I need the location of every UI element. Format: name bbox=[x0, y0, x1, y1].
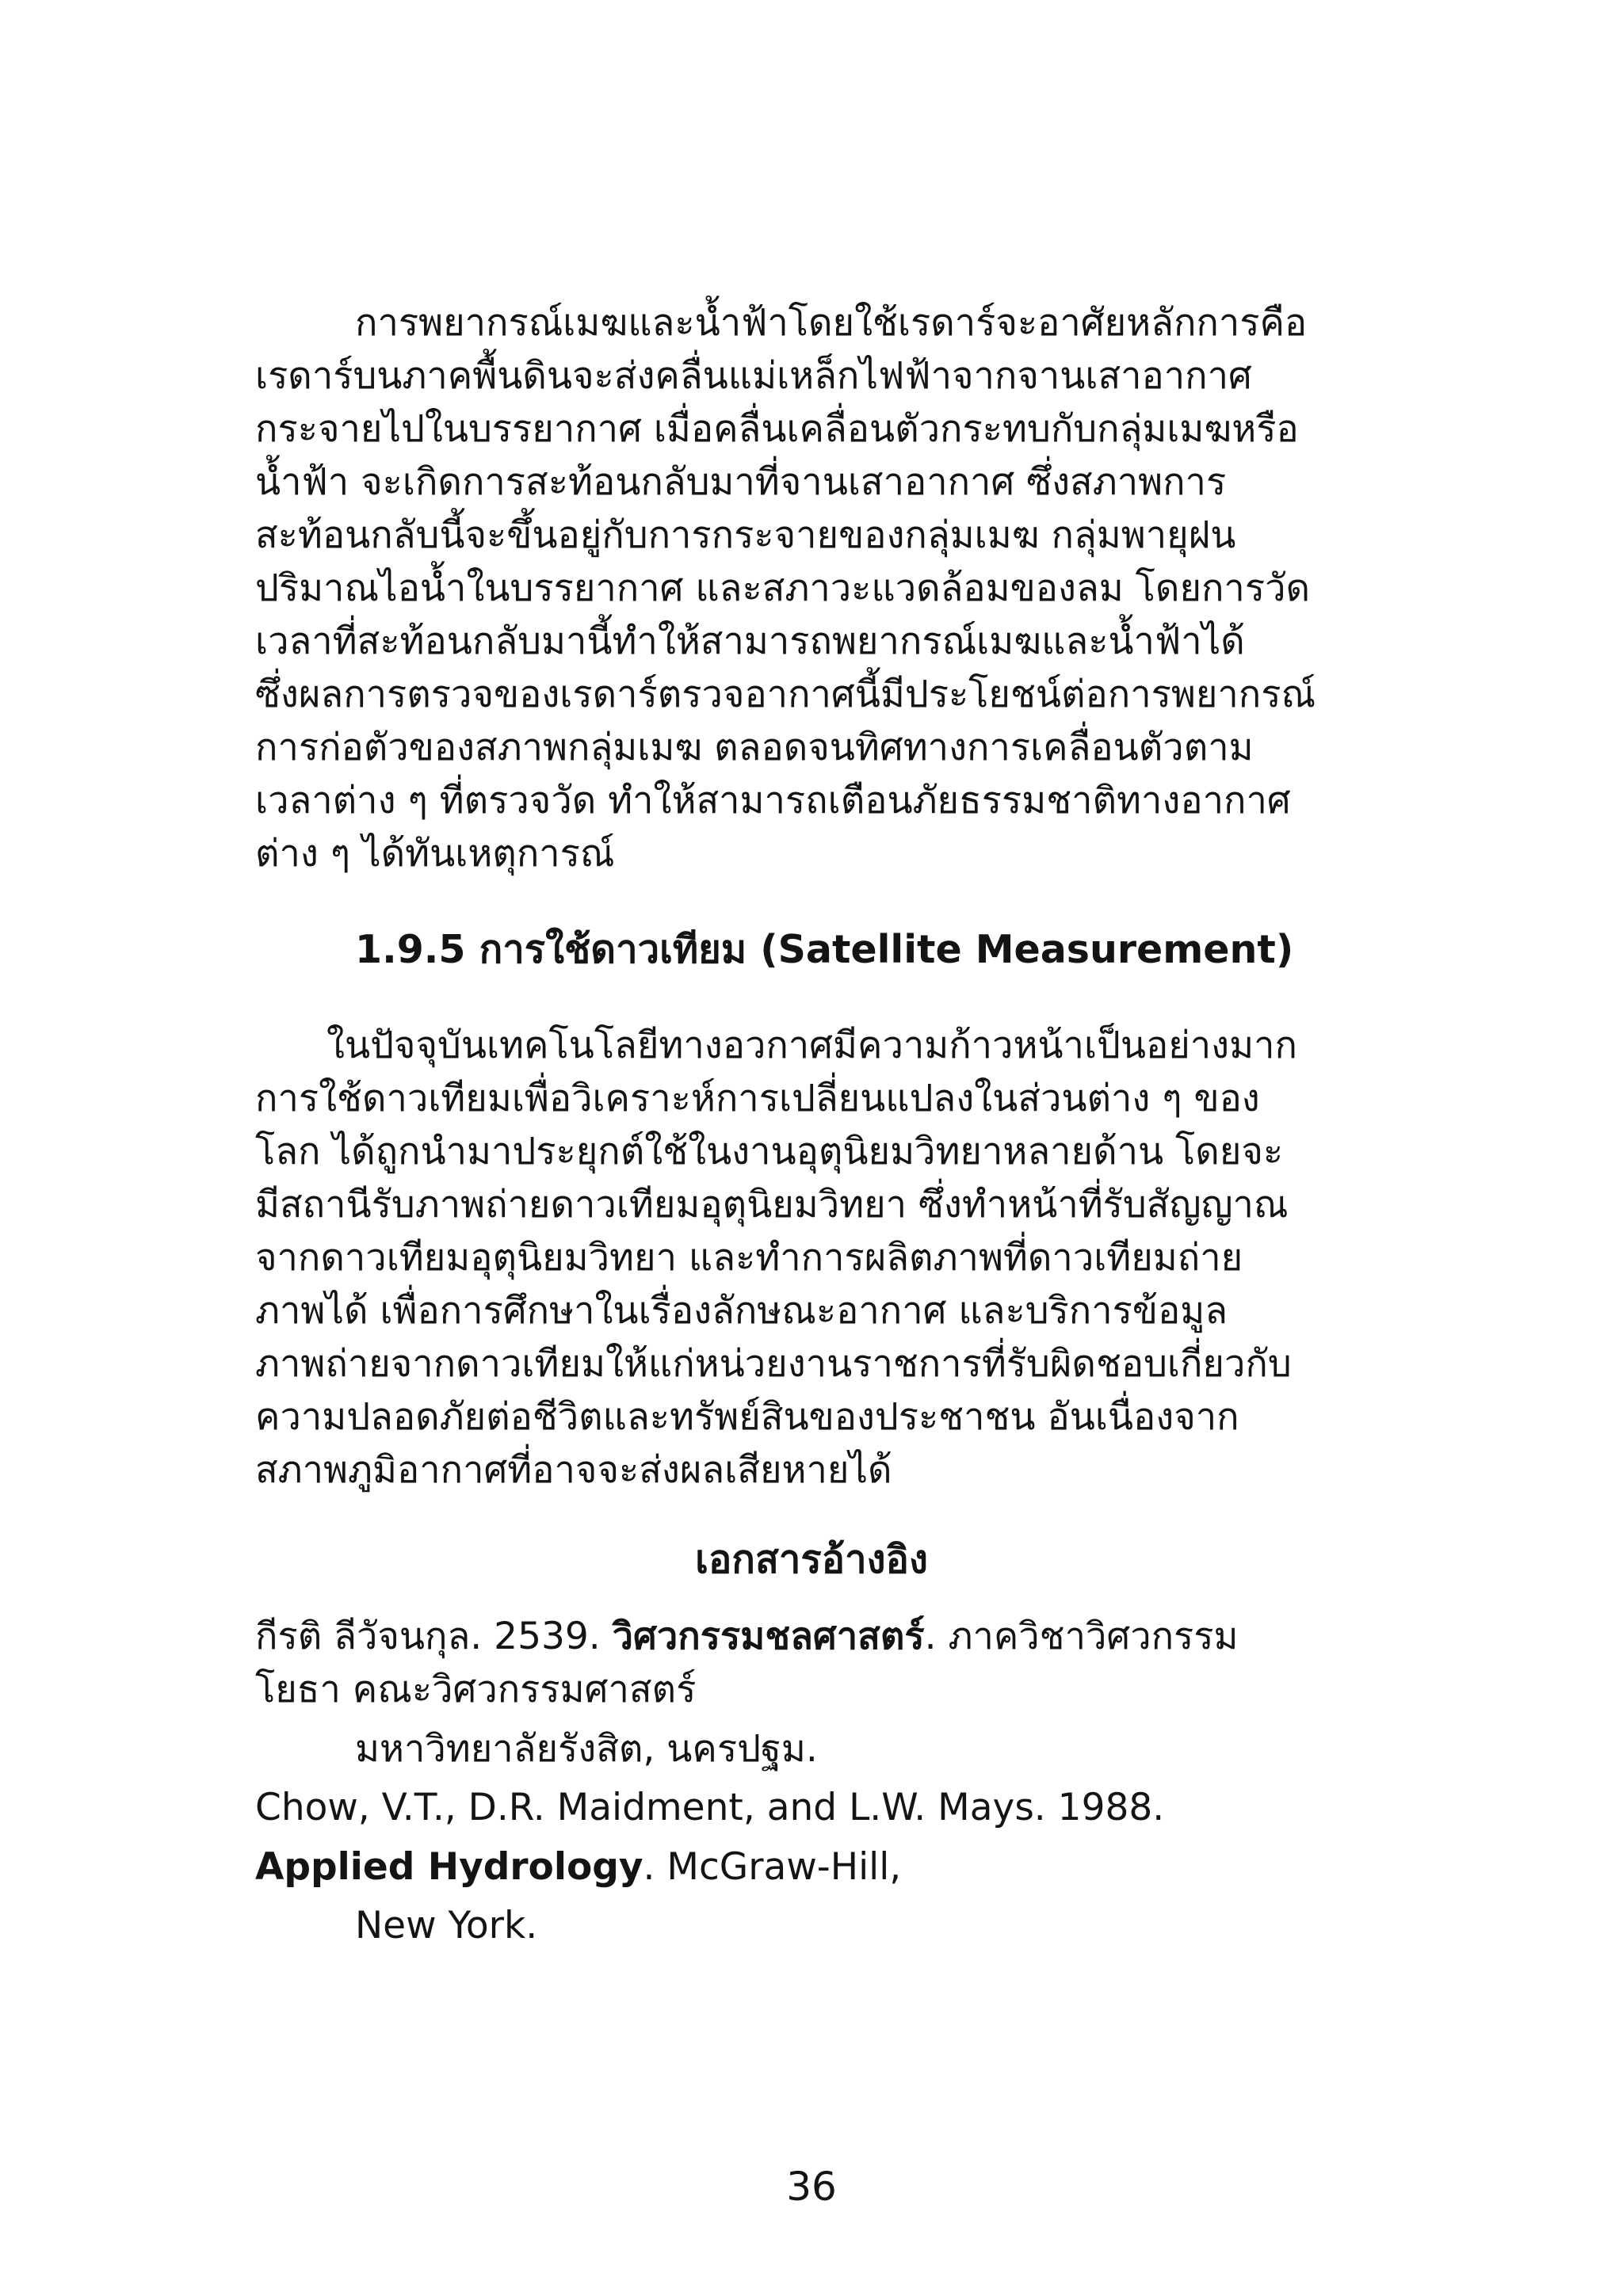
page-number: 36 bbox=[786, 2164, 837, 2210]
reference-publisher: . ภาควิชาวิศวกรรม bbox=[924, 1615, 1239, 1658]
paragraph-line: ปริมาณไอน้ำในบรรยากาศ และสภาวะแวดล้อมของลม โดยการวัด bbox=[255, 566, 1310, 610]
references-heading: เอกสารอ้างอิง bbox=[695, 1537, 928, 1582]
reference-author-year: กีรติ ลีวัจนกุล. 2539. bbox=[255, 1615, 613, 1658]
paragraph-line: ภาพได้ เพื่อการศึกษาในเรื่องลักษณะอากาศ และบริการข้อมูล bbox=[255, 1289, 1228, 1333]
paragraph-line: เรดาร์บนภาคพื้นดินจะส่งคลื่นแม่เหล็กไฟฟ้าจากจานเสาอากาศ bbox=[255, 354, 1252, 398]
paragraph-line: สะท้อนกลับนี้จะขึ้นอยู่กับการกระจายของกลุ่มเมฆ กลุ่มพายุฝน bbox=[255, 513, 1236, 557]
reference-title: วิศวกรรมชลศาสตร์ bbox=[612, 1615, 925, 1658]
reference-title: Applied Hydrology bbox=[255, 1845, 643, 1889]
reference-line: Chow, V.T., D.R. Maidment, and L.W. Mays. 1988. bbox=[255, 1786, 1165, 1829]
paragraph-line: สภาพภูมิอากาศที่อาจจะส่งผลเสียหายได้ bbox=[255, 1448, 892, 1492]
section-heading: 1.9.5 การใช้ดาวเทียม (Satellite Measurement) bbox=[355, 927, 1294, 972]
paragraph-line: จากดาวเทียมอุตุนิยมวิทยา และทำการผลิตภาพที่ดาวเทียมถ่าย bbox=[255, 1236, 1243, 1280]
paragraph-line: น้ำฟ้า จะเกิดการสะท้อนกลับมาที่จานเสาอากาศ ซึ่งสภาพการ bbox=[255, 460, 1227, 504]
paragraph-line: ต่าง ๆ ได้ทันเหตุการณ์ bbox=[255, 832, 615, 875]
paragraph-line: ซึ่งผลการตรวจของเรดาร์ตรวจอากาศนี้มีประโยชน์ต่อการพยากรณ์ bbox=[255, 673, 1316, 716]
reference-line: มหาวิทยาลัยรังสิต, นครปฐม. bbox=[355, 1727, 818, 1771]
paragraph-line: เวลาที่สะท้อนกลับมานี้ทำให้สามารถพยากรณ์เมฆและน้ำฟ้าได้ bbox=[255, 620, 1245, 663]
paragraph-line: การพยากรณ์เมฆและน้ำฟ้าโดยใช้เรดาร์จะอาศัยหลักการคือ bbox=[355, 301, 1308, 345]
paragraph-line: การใช้ดาวเทียมเพื่อวิเคราะห์การเปลี่ยนแปลงในส่วนต่าง ๆ ของ bbox=[255, 1077, 1260, 1120]
reference-publisher: . McGraw-Hill, bbox=[643, 1845, 902, 1889]
paragraph-line: มีสถานีรับภาพถ่ายดาวเทียมอุตุนิยมวิทยา ซึ่งทำหน้าที่รับสัญญาณ bbox=[255, 1183, 1289, 1226]
paragraph-line: ภาพถ่ายจากดาวเทียมให้แก่หน่วยงานราชการที่รับผิดชอบเกี่ยวกับ bbox=[255, 1342, 1292, 1386]
paragraph-line: กระจายไปในบรรยากาศ เมื่อคลื่นเคลื่อนตัวกระทบกับกลุ่มเมฆหรือ bbox=[255, 407, 1299, 451]
paragraph-line: เวลาต่าง ๆ ที่ตรวจวัด ทำให้สามารถเตือนภัยธรรมชาติทางอากาศ bbox=[255, 779, 1291, 822]
reference-line bbox=[255, 1844, 901, 1891]
paragraph-line: โลก ได้ถูกนำมาประยุกต์ใช้ในงานอุตุนิยมวิทยาหลายด้าน โดยจะ bbox=[255, 1130, 1284, 1173]
paragraph-line: ในปัจจุบันเทคโนโลยีทางอวกาศมีความก้าวหน้าเป็นอย่างมาก bbox=[327, 1024, 1297, 1067]
paragraph-line: การก่อตัวของสภาพกลุ่มเมฆ ตลอดจนทิศทางการเคลื่อนตัวตาม bbox=[255, 726, 1254, 769]
paragraph-line: ความปลอดภัยต่อชีวิตและทรัพย์สินของประชาชน อันเนื่องจาก bbox=[255, 1395, 1239, 1439]
reference-line bbox=[255, 1613, 1239, 1661]
reference-line: โยธา คณะวิศวกรรมศาสตร์ bbox=[255, 1668, 697, 1711]
reference-line: New York. bbox=[355, 1904, 538, 1947]
